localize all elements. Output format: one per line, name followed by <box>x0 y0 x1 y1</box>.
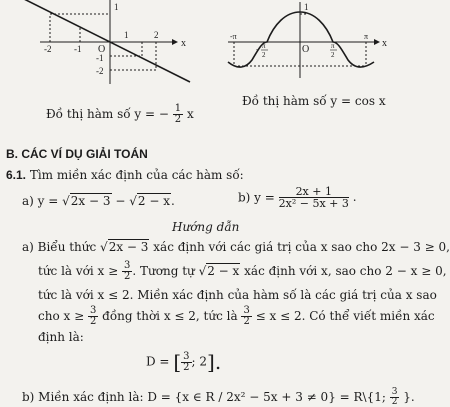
x-tick-pi2-den: 2 <box>331 51 335 59</box>
graph-cosine <box>228 0 388 80</box>
solution-line-2: tức là với x ≥ $\frac{3}{2}$ . Tương tự √2 − x xác định với x, sao cho 2 − x ≥ 0, <box>38 260 447 282</box>
exercise-statement: 6.1. Tìm miền xác định của các hàm số: <box>6 168 244 182</box>
solution-part-b: b) Miền xác định là: D = {x ∈ R / 2x² − 5x + 3 ≠ 0} = R\{1; $\frac{3}{2}$ }. <box>22 387 415 407</box>
x-tick-1: 1 <box>124 30 129 40</box>
y-tick-neg2: -2 <box>96 66 104 76</box>
x-tick-neg-pi2-den: 2 <box>262 51 266 59</box>
x-tick-pi2-num: π <box>331 42 335 50</box>
solution-line-3: tức là với x ≤ 2. Miền xác định của hàm số là các giá trị của x sao <box>38 288 437 302</box>
x-tick-neg1: -1 <box>74 44 82 54</box>
solution-line-4: cho x ≥ $\frac{3}{2}$ đồng thời x ≤ 2, tức là $\frac{3}{2}$ ≤ x ≤ 2. Có thể viết miền xác <box>38 305 435 327</box>
y-tick-1: 1 <box>114 2 119 12</box>
x-tick-2: 2 <box>154 30 159 40</box>
solution-line-5: định là: <box>38 330 84 344</box>
x-axis-label: x <box>382 38 387 49</box>
y-tick-neg1: -1 <box>96 53 104 63</box>
graph-linear <box>0 0 200 100</box>
origin-label: O <box>98 44 106 55</box>
section-title: B. CÁC VÍ DỤ GIẢI TOÁN <box>6 147 148 161</box>
x-tick-neg-sign: - <box>256 45 259 54</box>
line-plot <box>22 0 190 82</box>
exercise-part-a: a) y = √2x − 3 − √2 − x. <box>22 194 175 208</box>
x-tick-neg-pi: -π <box>230 32 237 41</box>
exercise-part-b: b) y = $\frac{2x + 1}{\text{2x² − 5x + 3}}$ . <box>238 185 357 210</box>
cosine-curve <box>228 12 374 67</box>
domain-result: D = [ $\frac{3}{2}$ ; 2]. <box>146 350 222 374</box>
x-axis-label: x <box>181 38 186 49</box>
solution-line-1: a) Biểu thức √2x − 3 xác định với các giá trị của x sao cho 2x − 3 ≥ 0, <box>22 240 450 254</box>
y-tick-1: 1 <box>304 2 309 12</box>
caption-graph-linear: Đồ thị hàm số y = − $\frac{1}{2}$ x <box>46 103 194 125</box>
origin-label: O <box>302 44 310 55</box>
x-tick-pi: π <box>364 32 369 41</box>
guide-title: Hướng dẫn <box>172 220 240 234</box>
x-tick-neg-pi2-num: π <box>262 42 266 50</box>
caption-graph-cosine: Đồ thị hàm số y = cos x <box>242 94 386 108</box>
x-tick-neg2: -2 <box>44 44 52 54</box>
